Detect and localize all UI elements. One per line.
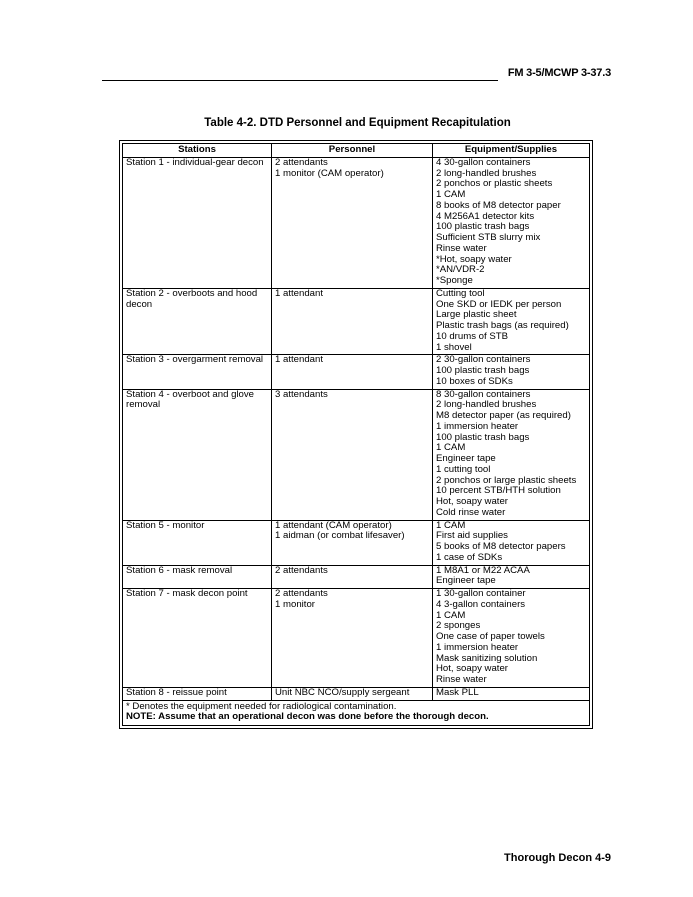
equipment-item: 1 CAM xyxy=(436,442,466,454)
table-row xyxy=(123,288,590,355)
personnel-item: 2 attendants xyxy=(275,156,328,168)
equipment-item: Rinse water xyxy=(436,674,487,685)
personnel-item: Unit NBC NCO/supply sergeant xyxy=(275,686,410,698)
equipment-item: 1 30-gallon container xyxy=(436,588,526,599)
equipment-item: Cold rinse water xyxy=(436,506,506,518)
personnel-cell xyxy=(272,157,433,288)
page-footer: Thorough Decon 4-9 xyxy=(504,852,611,864)
equipment-cell xyxy=(433,520,590,565)
equipment-item: 8 books of M8 detector paper xyxy=(436,199,561,211)
recap-table xyxy=(122,143,590,726)
equipment-item: 1 CAM xyxy=(436,609,466,621)
station-cell xyxy=(123,589,272,688)
equipment-item: 2 30-gallon containers xyxy=(436,354,531,366)
personnel-cell xyxy=(272,288,433,355)
personnel-item: 1 monitor xyxy=(275,598,315,610)
station-name: Station 3 - overgarment removal xyxy=(126,354,264,366)
equipment-item: *Sponge xyxy=(436,275,473,286)
table-row xyxy=(123,565,590,589)
station-cell xyxy=(123,288,272,355)
equipment-item: *AN/VDR-2 xyxy=(436,264,485,276)
station-cell xyxy=(123,157,272,288)
equipment-item: Engineer tape xyxy=(436,453,496,464)
equipment-item: 1 immersion heater xyxy=(436,420,519,432)
equipment-item: 10 boxes of SDKs xyxy=(436,375,513,387)
equipment-cell xyxy=(433,157,590,288)
header-rule xyxy=(102,80,498,81)
personnel-item: 1 monitor (CAM operator) xyxy=(275,167,384,179)
personnel-item: 1 attendant xyxy=(275,287,324,299)
equipment-item: 10 drums of STB xyxy=(436,330,508,342)
table-row xyxy=(123,520,590,565)
equipment-item: Mask sanitizing solution xyxy=(436,652,538,664)
equipment-item: 1 shovel xyxy=(436,341,472,353)
equipment-item: Sufficient STB slurry mix xyxy=(436,232,541,243)
personnel-item: 1 attendant xyxy=(275,354,324,366)
personnel-item: 1 attendant (CAM operator) xyxy=(275,519,392,531)
equipment-item: 1 case of SDKs xyxy=(436,551,503,563)
equipment-item: Hot, soapy water xyxy=(436,496,508,507)
personnel-cell xyxy=(272,520,433,565)
equipment-item: Hot, soapy water xyxy=(436,663,508,675)
equipment-cell xyxy=(433,687,590,700)
equipment-cell xyxy=(433,355,590,389)
footnote-text: * Denotes the equipment needed for radiological contamination. xyxy=(126,700,397,712)
station-cell xyxy=(123,687,272,700)
column-header-stations: Stations xyxy=(123,144,272,158)
equipment-item: One case of paper towels xyxy=(436,631,545,642)
equipment-item: 1 cutting tool xyxy=(436,463,491,475)
station-name: Station 8 - reissue point xyxy=(126,686,227,698)
station-name: Station 6 - mask removal xyxy=(126,564,233,576)
equipment-item: 1 M8A1 or M22 ACAA xyxy=(436,564,530,576)
station-cell xyxy=(123,565,272,589)
equipment-item: 1 CAM xyxy=(436,519,466,531)
equipment-item: One SKD or IEDK per person xyxy=(436,298,562,310)
equipment-item: Rinse water xyxy=(436,242,487,254)
table-title: Table 4-2. DTD Personnel and Equipment Recapitulation xyxy=(204,117,511,129)
equipment-item: 2 long-handled brushes xyxy=(436,399,537,411)
personnel-cell xyxy=(272,389,433,520)
equipment-item: 4 3-gallon containers xyxy=(436,598,526,610)
personnel-item: 1 aidman (or combat lifesaver) xyxy=(275,530,405,542)
table-note-row xyxy=(123,700,590,726)
table-row xyxy=(123,157,590,288)
equipment-item: 8 30-gallon containers xyxy=(436,388,531,400)
recap-table-frame xyxy=(119,140,593,729)
personnel-cell xyxy=(272,355,433,389)
station-name: Station 7 - mask decon point xyxy=(126,588,248,599)
equipment-item: Large plastic sheet xyxy=(436,309,517,321)
equipment-cell xyxy=(433,389,590,520)
station-name: Station 5 - monitor xyxy=(126,519,205,531)
station-name: Station 1 - individual-gear decon xyxy=(126,156,264,168)
equipment-item: 5 books of M8 detector papers xyxy=(436,541,566,552)
note-text: NOTE: Assume that an operational decon was done before the thorough decon. xyxy=(126,711,489,723)
equipment-item: 10 percent STB/HTH solution xyxy=(436,485,561,497)
personnel-cell xyxy=(272,565,433,589)
table-row xyxy=(123,687,590,700)
equipment-item: M8 detector paper (as required) xyxy=(436,410,571,421)
equipment-item: 100 plastic trash bags xyxy=(436,365,530,376)
equipment-item: 2 ponchos or large plastic sheets xyxy=(436,474,577,486)
equipment-item: First aid supplies xyxy=(436,530,508,542)
equipment-cell xyxy=(433,589,590,688)
personnel-item: 2 attendants xyxy=(275,564,328,576)
equipment-item: Cutting tool xyxy=(436,287,485,299)
station-name: Station 2 - overboots and hood decon xyxy=(126,287,258,310)
equipment-item: 1 immersion heater xyxy=(436,641,519,653)
station-cell xyxy=(123,520,272,565)
document-reference: FM 3-5/MCWP 3-37.3 xyxy=(507,67,611,79)
equipment-item: Mask PLL xyxy=(436,686,479,698)
equipment-cell xyxy=(433,565,590,589)
equipment-item: Engineer tape xyxy=(436,575,496,587)
equipment-item: Plastic trash bags (as required) xyxy=(436,320,569,331)
personnel-cell xyxy=(272,687,433,700)
table-note-cell xyxy=(123,700,590,726)
equipment-item: 2 sponges xyxy=(436,620,481,632)
station-name: Station 4 - overboot and glove removal xyxy=(126,388,255,411)
equipment-item: *Hot, soapy water xyxy=(436,253,512,265)
equipment-cell xyxy=(433,288,590,355)
column-header-personnel: Personnel xyxy=(272,144,433,158)
table-header-row xyxy=(123,144,590,158)
station-cell xyxy=(123,355,272,389)
table-row xyxy=(123,389,590,520)
equipment-item: 4 30-gallon containers xyxy=(436,156,531,168)
personnel-cell xyxy=(272,589,433,688)
equipment-item: 2 long-handled brushes xyxy=(436,167,537,179)
table-row xyxy=(123,589,590,688)
equipment-item: 100 plastic trash bags xyxy=(436,221,530,233)
table-row xyxy=(123,355,590,389)
station-cell xyxy=(123,389,272,520)
equipment-item: 4 M256A1 detector kits xyxy=(436,210,535,222)
equipment-item: 1 CAM xyxy=(436,189,466,200)
equipment-item: 2 ponchos or plastic sheets xyxy=(436,178,553,190)
column-header-equipment: Equipment/Supplies xyxy=(433,144,590,158)
personnel-item: 3 attendants xyxy=(275,388,328,400)
equipment-item: 100 plastic trash bags xyxy=(436,431,530,443)
personnel-item: 2 attendants xyxy=(275,588,328,599)
